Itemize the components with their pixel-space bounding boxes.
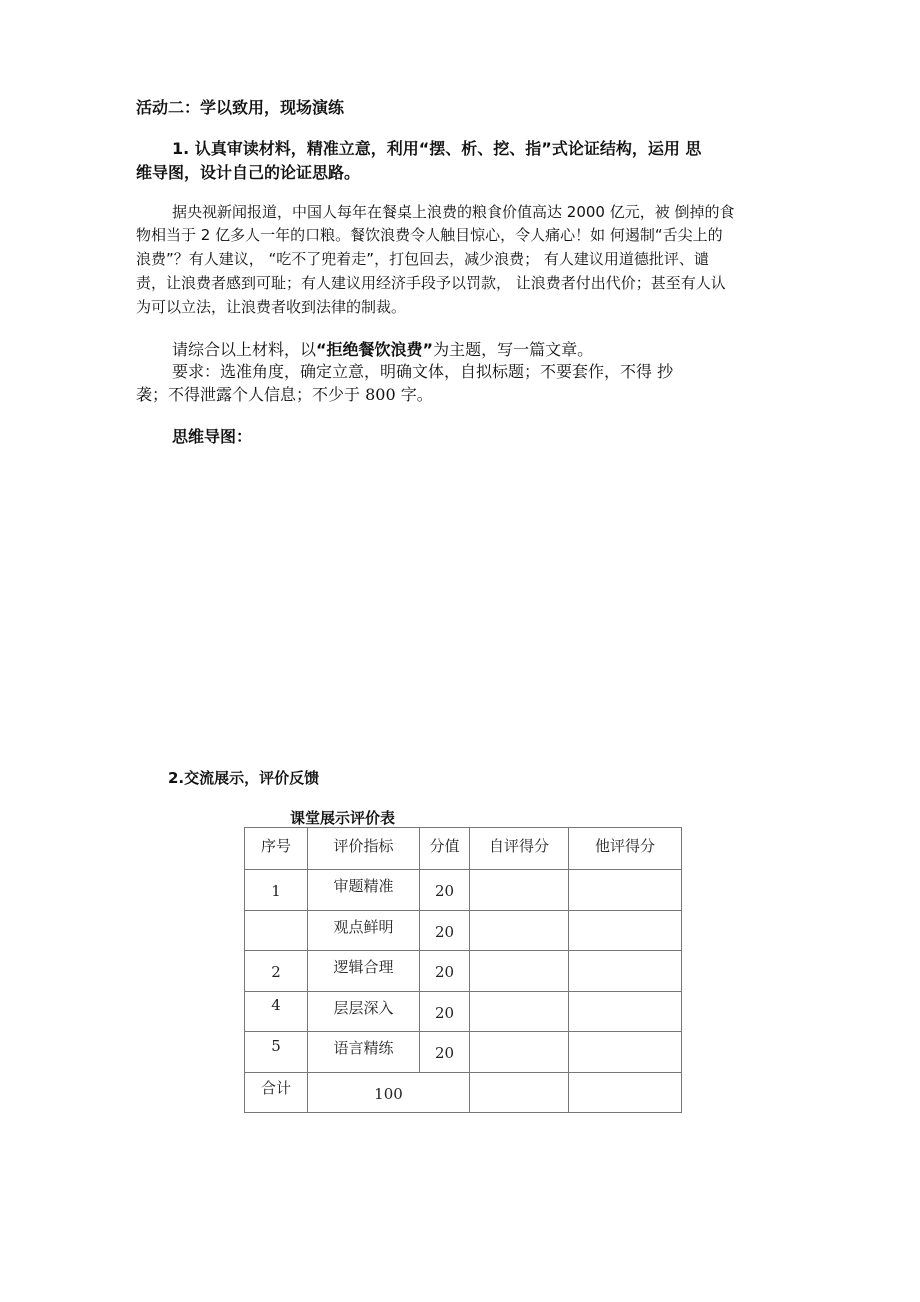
row-self-cell[interactable] [470, 911, 569, 951]
row-item: 逻辑合理 [308, 951, 420, 992]
row-item: 观点鲜明 [308, 911, 420, 951]
mindmap-label: 思维导图： [172, 427, 253, 446]
table-total-row [245, 1073, 682, 1113]
row-score: 20 [420, 951, 470, 992]
row-score: 20 [420, 1032, 470, 1073]
task1-line1: 1. 认真审读材料，精准立意，利用“摆、析、挖、指”式论证结构，运用 思 [172, 139, 702, 158]
row-item: 语言精练 [308, 1032, 420, 1073]
table-row [245, 870, 682, 911]
row-score: 20 [420, 992, 470, 1032]
prompt-line [172, 337, 593, 360]
row-no [245, 911, 308, 951]
row-peer-cell[interactable] [569, 1032, 682, 1073]
table-row [245, 951, 682, 992]
prompt-pre: 请综合以上材料，以 [172, 340, 317, 359]
total-peer-cell[interactable] [569, 1073, 682, 1113]
row-peer-cell[interactable] [569, 870, 682, 911]
material-line1: 据央视新闻报道，中国人每年在餐桌上浪费的粮食价值高达 2000 亿元，被 倒掉的食 [172, 203, 735, 221]
row-score: 20 [420, 870, 470, 911]
table-caption: 课堂展示评价表 [290, 809, 396, 827]
task2-title: 2.交流展示，评价反馈 [168, 769, 320, 787]
total-self-cell[interactable] [470, 1073, 569, 1113]
total-label: 合计 [245, 1073, 308, 1113]
row-self-cell[interactable] [470, 870, 569, 911]
table-row [245, 992, 682, 1032]
row-peer-cell[interactable] [569, 911, 682, 951]
row-item: 层层深入 [308, 992, 420, 1032]
table-row [245, 1032, 682, 1073]
prompt-theme: “拒绝餐饮浪费” [316, 340, 434, 359]
requirement-line2: 袭；不得泄露个人信息；不少于 800 字。 [136, 385, 433, 404]
activity-title: 活动二：学以致用，现场演练 [136, 98, 345, 117]
row-item: 审题精准 [308, 870, 420, 911]
evaluation-table [244, 827, 682, 1113]
header-self: 自评得分 [470, 828, 569, 870]
total-value: 100 [308, 1073, 470, 1113]
task1-line2: 维导图，设计自己的论证思路。 [136, 163, 361, 182]
table-row [245, 911, 682, 951]
material-line2: 物相当于 2 亿多人一年的口粮。餐饮浪费令人触目惊心，令人痛心！如 何遏制“舌尖上的 [136, 226, 723, 244]
row-peer-cell[interactable] [569, 992, 682, 1032]
row-no: 5 [245, 1032, 308, 1073]
row-self-cell[interactable] [470, 992, 569, 1032]
material-line3: 浪费”？有人建议， “吃不了兜着走”，打包回去，减少浪费； 有人建议用道德批评、谴 [136, 250, 709, 268]
requirement-line1: 要求：选准角度，确定立意，明确文体，自拟标题；不要套作，不得 抄 [172, 362, 674, 381]
header-score: 分值 [420, 828, 470, 870]
row-peer-cell[interactable] [569, 951, 682, 992]
row-no: 1 [245, 870, 308, 911]
header-item: 评价指标 [308, 828, 420, 870]
row-no: 2 [245, 951, 308, 992]
material-line4: 责，让浪费者感到可耻；有人建议用经济手段予以罚款， 让浪费者付出代价；甚至有人认 [136, 274, 726, 292]
prompt-post: 为主题，写一篇文章。 [433, 340, 594, 359]
row-score: 20 [420, 911, 470, 951]
header-peer: 他评得分 [569, 828, 682, 870]
row-self-cell[interactable] [470, 1032, 569, 1073]
material-line5: 为可以立法，让浪费者收到法律的制裁。 [136, 298, 407, 316]
row-no: 4 [245, 992, 308, 1032]
table-header-row [245, 828, 682, 870]
row-self-cell[interactable] [470, 951, 569, 992]
header-no: 序号 [245, 828, 308, 870]
